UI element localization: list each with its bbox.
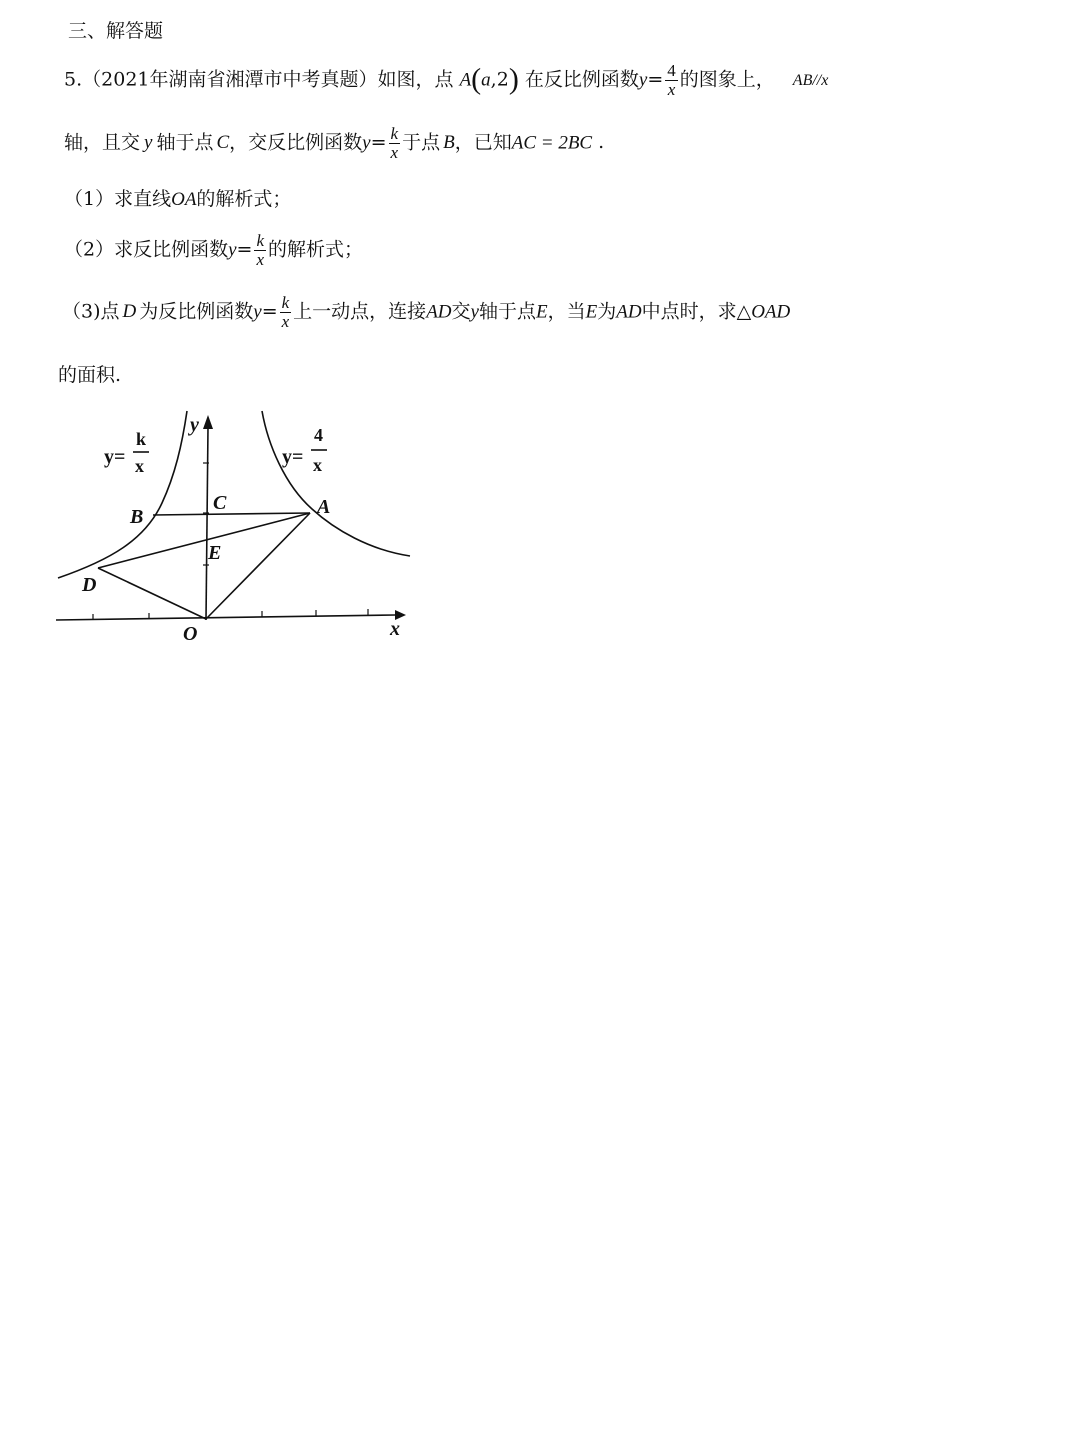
curve-right-label-x: x <box>313 455 322 475</box>
curve-right-label-y: y= <box>282 446 304 468</box>
problem-line-1: 5.（2021年湖南省湘潭市中考真题）如图，点 A(a,2) 在反比例函数y= $\frac{4}{x}$ 的图象上， AB//x <box>64 61 829 99</box>
segment-OA <box>206 513 310 619</box>
curve-4-over-x <box>262 411 410 556</box>
label-y-axis: y <box>190 414 199 436</box>
y-axis <box>206 427 208 620</box>
curve-left-label-y: y= <box>104 446 126 468</box>
label-x-axis: x <box>390 618 400 640</box>
label-E: E <box>208 542 222 564</box>
question-3: （3)点 D 为反比例函数y= $\frac{k}{x}$ 上一动点，连接AD交y轴于点E，当E为AD中点时，求△OAD <box>62 293 791 331</box>
y-axis-arrow <box>203 415 213 429</box>
x-axis <box>56 615 395 620</box>
segment-DO <box>98 568 206 619</box>
question-2: （2）求反比例函数y= $\frac{k}{x}$ 的解析式； <box>64 231 364 269</box>
question-3-end: 的面积. <box>58 364 122 386</box>
fraction-k-over-x: $\frac{k}{x}$ <box>256 231 264 269</box>
fraction-k-over-x: $\frac{k}{x}$ <box>281 293 290 331</box>
curve-left-label-x: x <box>135 456 144 476</box>
label-O: O <box>183 623 198 645</box>
question-1: （1）求直线OA的解析式； <box>64 188 292 210</box>
curve-k-over-x <box>58 411 187 578</box>
problem-source: （2021年湖南省湘潭市中考真题） <box>82 68 378 91</box>
label-C: C <box>213 492 227 514</box>
problem-line-2: 轴，且交 y 轴于点 C，交反比例函数y= $\frac{k}{x}$ 于点 B，已知AC = 2BC . <box>64 124 605 162</box>
segment-BA <box>153 513 310 515</box>
fraction-4-over-x: $\frac{4}{x}$ <box>667 61 676 99</box>
fraction-k-over-x: $\frac{k}{x}$ <box>390 124 399 162</box>
function-graph-figure <box>50 405 430 645</box>
problem-number: 5. <box>64 68 83 91</box>
section-title: 三、解答题 <box>68 20 164 42</box>
label-D: D <box>82 574 97 596</box>
label-B: B <box>130 506 144 528</box>
curve-left-label-k: k <box>136 429 147 449</box>
label-A: A <box>317 496 331 518</box>
curve-right-label-4: 4 <box>314 425 323 445</box>
